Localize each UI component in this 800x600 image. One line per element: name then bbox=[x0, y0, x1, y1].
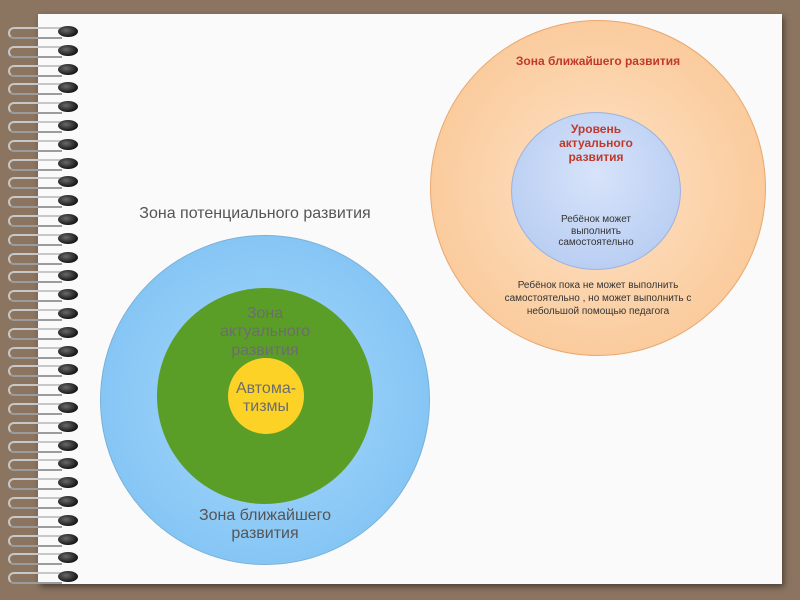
automatisms-label-line1: Автома- bbox=[235, 380, 297, 397]
spiral-ring-hole bbox=[58, 534, 78, 545]
proximal-desc-line2: самостоятельно , но может выполнить с bbox=[504, 293, 692, 304]
spiral-ring-hole bbox=[58, 214, 78, 225]
spiral-ring-wire bbox=[8, 102, 62, 114]
spiral-ring-hole bbox=[58, 233, 78, 244]
spiral-ring-wire bbox=[8, 271, 62, 283]
spiral-ring bbox=[8, 287, 83, 301]
spiral-ring-hole bbox=[58, 571, 78, 582]
spiral-ring bbox=[8, 174, 83, 188]
spiral-ring-wire bbox=[8, 478, 62, 490]
spiral-ring-wire bbox=[8, 459, 62, 471]
spiral-ring bbox=[8, 532, 83, 546]
spiral-ring-wire bbox=[8, 159, 62, 171]
spiral-ring bbox=[8, 24, 83, 38]
spiral-ring bbox=[8, 250, 83, 264]
actual-level-title-line3: развития bbox=[568, 149, 624, 164]
spiral-ring bbox=[8, 438, 83, 452]
spiral-ring bbox=[8, 494, 83, 508]
spiral-ring bbox=[8, 137, 83, 151]
spiral-ring-wire bbox=[8, 46, 62, 58]
potential-zone-title: Зона потенциального развития bbox=[139, 205, 371, 222]
spiral-ring-wire bbox=[8, 121, 62, 133]
spiral-ring-hole bbox=[58, 158, 78, 169]
spiral-ring-hole bbox=[58, 82, 78, 93]
spiral-ring bbox=[8, 381, 83, 395]
actual-level-desc-line2: выполнить bbox=[571, 225, 621, 237]
spiral-ring-hole bbox=[58, 45, 78, 56]
spiral-ring-wire bbox=[8, 553, 62, 565]
spiral-ring-wire bbox=[8, 572, 62, 584]
proximal-zone-label bbox=[165, 507, 365, 544]
spiral-ring-wire bbox=[8, 215, 62, 227]
spiral-ring bbox=[8, 362, 83, 376]
spiral-ring-wire bbox=[8, 347, 62, 359]
spiral-ring-hole bbox=[58, 101, 78, 112]
spiral-binding bbox=[0, 14, 90, 584]
spiral-ring bbox=[8, 62, 83, 76]
spiral-ring-hole bbox=[58, 440, 78, 451]
spiral-ring bbox=[8, 99, 83, 113]
automatisms-label-line2: тизмы bbox=[242, 398, 290, 416]
proximal-zone-label-line1: Зона ближайшего bbox=[198, 507, 332, 524]
spiral-ring-wire bbox=[8, 177, 62, 189]
actual-level-title-line1: Уровень bbox=[570, 122, 622, 136]
spiral-ring-wire bbox=[8, 441, 62, 453]
automatisms-label bbox=[216, 380, 316, 417]
spiral-ring-hole bbox=[58, 364, 78, 375]
spiral-ring bbox=[8, 400, 83, 414]
spiral-ring-wire bbox=[8, 422, 62, 434]
spiral-ring bbox=[8, 231, 83, 245]
spiral-ring bbox=[8, 325, 83, 339]
spiral-ring-hole bbox=[58, 176, 78, 187]
spiral-ring-wire bbox=[8, 27, 62, 39]
spiral-ring-wire bbox=[8, 497, 62, 509]
spiral-ring-hole bbox=[58, 308, 78, 319]
actual-zone-label-line1: Зона bbox=[246, 305, 284, 322]
spiral-ring-hole bbox=[58, 139, 78, 150]
spiral-ring-hole bbox=[58, 458, 78, 469]
actual-zone-label-line2: актуального bbox=[219, 323, 311, 341]
spiral-ring-wire bbox=[8, 196, 62, 208]
spiral-ring-hole bbox=[58, 496, 78, 507]
spiral-ring-hole bbox=[58, 402, 78, 413]
spiral-ring bbox=[8, 513, 83, 527]
spiral-ring-wire bbox=[8, 253, 62, 265]
spiral-ring bbox=[8, 569, 83, 583]
spiral-ring-hole bbox=[58, 289, 78, 300]
spiral-ring bbox=[8, 80, 83, 94]
actual-zone-label-line3: развития bbox=[231, 341, 299, 359]
spiral-ring bbox=[8, 193, 83, 207]
spiral-ring bbox=[8, 475, 83, 489]
spiral-ring bbox=[8, 456, 83, 470]
actual-level-description bbox=[531, 214, 661, 249]
spiral-ring-hole bbox=[58, 195, 78, 206]
proximal-development-title: Зона ближайшего развития bbox=[515, 54, 681, 68]
spiral-ring-wire bbox=[8, 403, 62, 415]
proximal-zone-label-line2: развития bbox=[231, 525, 299, 543]
actual-level-desc-line3: самостоятельно bbox=[558, 237, 634, 248]
spiral-ring-hole bbox=[58, 515, 78, 526]
spiral-ring bbox=[8, 156, 83, 170]
spiral-ring bbox=[8, 306, 83, 320]
spiral-ring-wire bbox=[8, 516, 62, 528]
spiral-ring-hole bbox=[58, 252, 78, 263]
proximal-development-description bbox=[470, 279, 726, 318]
spiral-ring-wire bbox=[8, 234, 62, 246]
spiral-ring-wire bbox=[8, 365, 62, 377]
spiral-ring-wire bbox=[8, 384, 62, 396]
spiral-ring-hole bbox=[58, 64, 78, 75]
spiral-ring-hole bbox=[58, 383, 78, 394]
spiral-ring-hole bbox=[58, 120, 78, 131]
spiral-ring-hole bbox=[58, 327, 78, 338]
actual-level-title bbox=[531, 123, 661, 164]
spiral-ring bbox=[8, 212, 83, 226]
actual-level-title-line2: актуального bbox=[559, 135, 633, 150]
spiral-ring-wire bbox=[8, 140, 62, 152]
actual-zone-label bbox=[165, 305, 365, 360]
spiral-ring bbox=[8, 268, 83, 282]
spiral-ring bbox=[8, 550, 83, 564]
spiral-ring-hole bbox=[58, 477, 78, 488]
spiral-ring-hole bbox=[58, 421, 78, 432]
actual-level-desc-line1: Ребёнок может bbox=[560, 214, 632, 225]
spiral-ring-wire bbox=[8, 83, 62, 95]
proximal-desc-line1: Ребёнок пока не может выполнить bbox=[517, 280, 679, 291]
spiral-ring-hole bbox=[58, 270, 78, 281]
spiral-ring-wire bbox=[8, 309, 62, 321]
spiral-ring-wire bbox=[8, 290, 62, 302]
spiral-ring-wire bbox=[8, 65, 62, 77]
spiral-ring bbox=[8, 43, 83, 57]
proximal-desc-line3: небольшой помощью педагога bbox=[526, 306, 670, 317]
spiral-ring bbox=[8, 118, 83, 132]
spiral-ring bbox=[8, 419, 83, 433]
spiral-ring bbox=[8, 344, 83, 358]
spiral-ring-hole bbox=[58, 26, 78, 37]
spiral-ring-wire bbox=[8, 328, 62, 340]
spiral-ring-hole bbox=[58, 346, 78, 357]
spiral-ring-hole bbox=[58, 552, 78, 563]
spiral-ring-wire bbox=[8, 535, 62, 547]
